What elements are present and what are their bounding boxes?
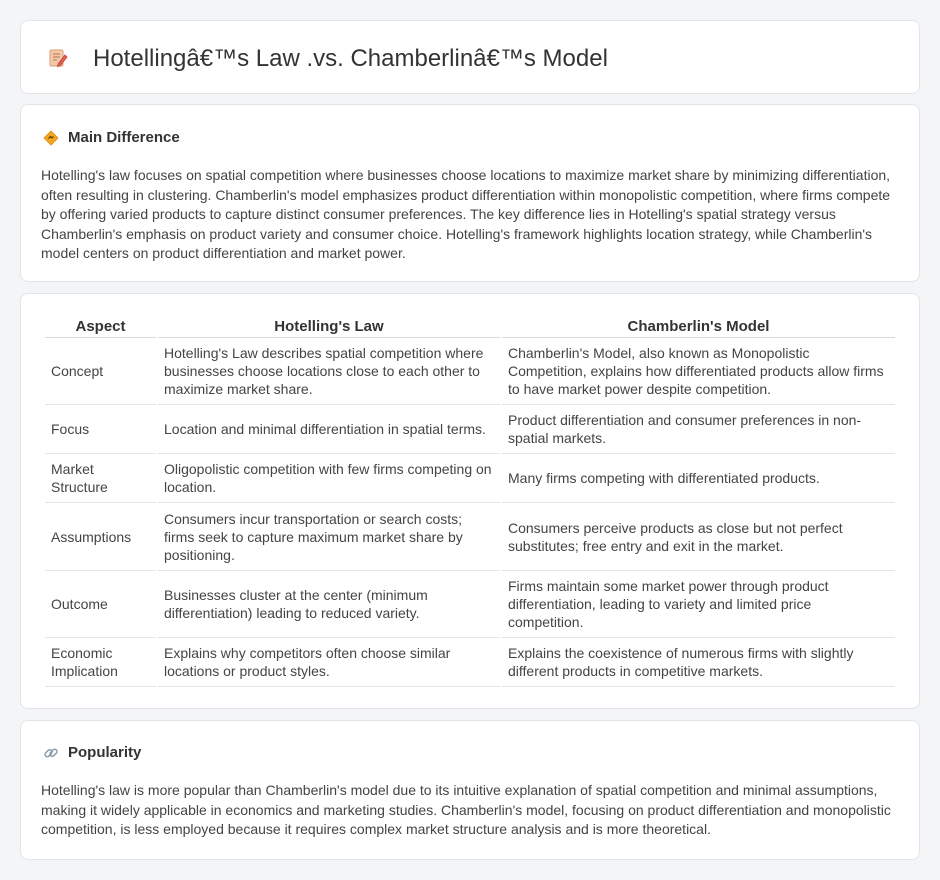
document-pencil-icon: [47, 47, 69, 69]
header-chamberlin: Chamberlin's Model: [502, 316, 895, 338]
chamberlin-cell: Chamberlin's Model, also known as Monopolistic Competition, explains how differentiated products allow firms to have market power despite competition.: [502, 338, 895, 405]
hotelling-cell: Oligopolistic competition with few firms competing on location.: [158, 454, 500, 503]
chamberlin-cell: Product differentiation and consumer preferences in non-spatial markets.: [502, 405, 895, 454]
title-card: [20, 20, 920, 94]
popularity-title: Popularity: [68, 744, 142, 761]
main-difference-heading: [43, 129, 180, 146]
table-row: [45, 503, 895, 571]
aspect-cell: Market Structure: [45, 454, 156, 503]
header-aspect: Aspect: [45, 316, 156, 338]
comparison-table: [43, 316, 897, 687]
link-icon: [43, 745, 59, 761]
popularity-heading: [43, 744, 141, 761]
aspect-cell: Outcome: [45, 571, 156, 638]
hotelling-cell: Businesses cluster at the center (minimum differentiation) leading to reduced variety.: [158, 571, 500, 638]
table-row: [45, 405, 895, 454]
chamberlin-cell: Explains the coexistence of numerous firms with slightly different products in competitive markets.: [502, 638, 895, 687]
main-difference-text: Hotelling's law focuses on spatial competition where businesses choose locations to maximize market share by minimizing differentiation, often resulting in clustering. Chamberlin's model emphasizes product differentiation within monopolistic competition, where firms compete by offering varied products to capture distinct consumer preferences. The key difference lies in Hotelling's spatial strategy versus Chamberlin's emphasis on product variety and consumer choice. Hotelling's framework highlights location strategy, while Chamberlin's model centers on product differentiation and market power.: [41, 167, 891, 261]
hotelling-cell: Location and minimal differentiation in spatial terms.: [158, 405, 500, 454]
diamond-icon: [43, 130, 59, 146]
aspect-cell: Assumptions: [45, 503, 156, 571]
main-difference-title: Main Difference: [68, 129, 180, 146]
hotelling-cell: Hotelling's Law describes spatial competition where businesses choose locations close to each other to maximize market share.: [158, 338, 500, 405]
table-header-row: [45, 316, 895, 338]
main-difference-card: [20, 104, 920, 282]
chamberlin-cell: Consumers perceive products as close but not perfect substitutes; free entry and exit in the market.: [502, 503, 895, 571]
aspect-cell: Economic Implication: [45, 638, 156, 687]
comparison-table-card: [20, 293, 920, 709]
table-row: [45, 638, 895, 687]
table-row: [45, 571, 895, 638]
header-hotelling: Hotelling's Law: [158, 316, 500, 338]
popularity-card: [20, 720, 920, 860]
chamberlin-cell: Many firms competing with differentiated products.: [502, 454, 895, 503]
hotelling-cell: Explains why competitors often choose similar locations or product styles.: [158, 638, 500, 687]
table-row: [45, 338, 895, 405]
chamberlin-cell: Firms maintain some market power through product differentiation, leading to variety and limited price competition.: [502, 571, 895, 638]
page-title: Hotellingâ€™s Law .vs. Chamberlinâ€™s Model: [93, 45, 608, 72]
table-row: [45, 454, 895, 503]
popularity-text: Hotelling's law is more popular than Chamberlin's model due to its intuitive explanation of spatial competition and minimal assumptions, making it widely applicable in economics and marketing studies. Chamberlin's model, focusing on product differentiation and monopolistic competition, is less employed because it requires complex market structure analysis and is more theoretical.: [41, 782, 891, 837]
hotelling-cell: Consumers incur transportation or search costs; firms seek to capture maximum market share by positioning.: [158, 503, 500, 571]
aspect-cell: Focus: [45, 405, 156, 454]
aspect-cell: Concept: [45, 338, 156, 405]
